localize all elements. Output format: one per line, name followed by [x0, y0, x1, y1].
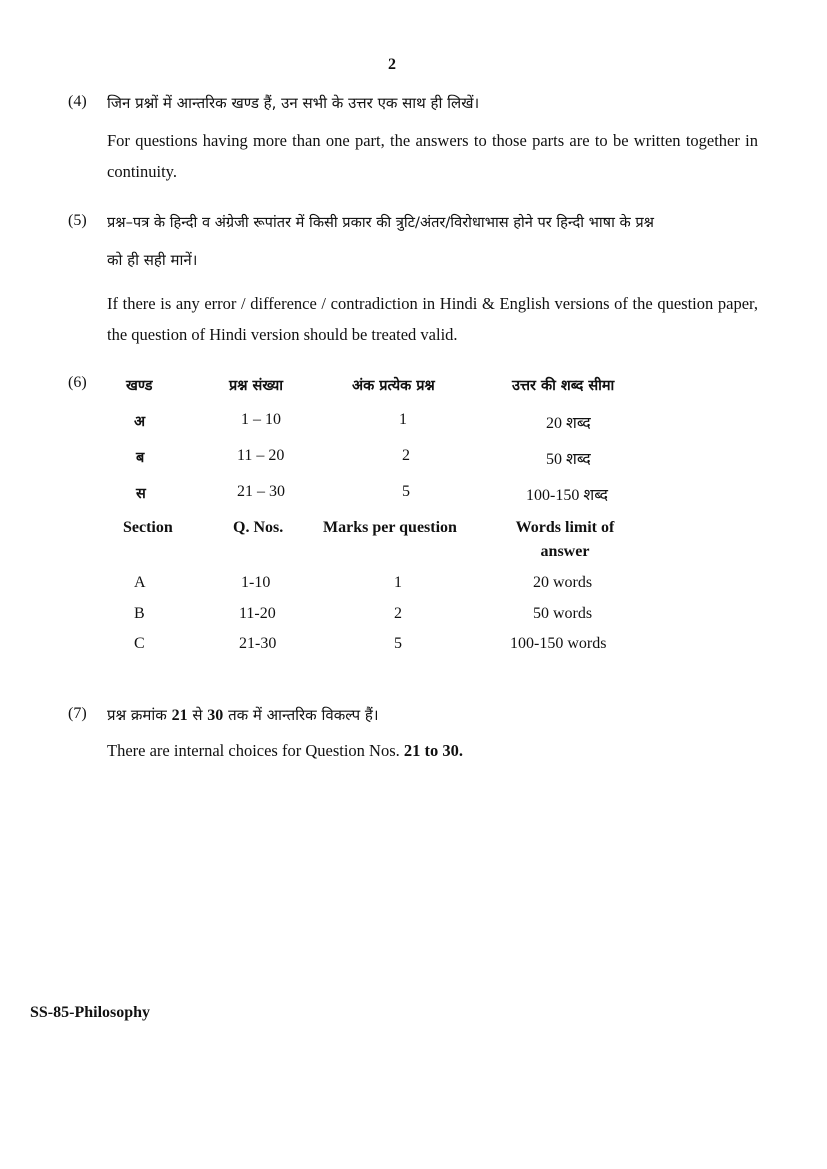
english-row-3-words: 100-150 words: [510, 635, 607, 652]
english-row-2-words: 50 words: [533, 605, 593, 622]
hindi-row-2-words: 50 शब्द: [546, 451, 591, 468]
item-5-hindi-line2: को ही सही मानें।: [107, 251, 198, 269]
hindi-header-marks: अंक प्रत्येक प्रश्न: [352, 378, 435, 394]
item-6-number: (6): [68, 374, 87, 391]
hindi-row-1-words: 20 शब्द: [546, 415, 591, 432]
english-header-section: Section: [123, 519, 173, 536]
item-4-hindi: जिन प्रश्नों में आन्तरिक खण्ड हैं, उन सभी के उत्तर एक साथ ही लिखें।: [107, 94, 480, 112]
hindi-header-section: खण्ड: [126, 378, 153, 394]
english-row-3-section: C: [134, 635, 145, 652]
item-5-number: (5): [68, 212, 87, 229]
english-row-2-qnos: 11-20: [239, 605, 276, 622]
hindi-row-3-section: स: [136, 486, 146, 502]
english-header-marks: Marks per question: [323, 519, 457, 536]
hindi-row-3-marks: 5: [402, 483, 410, 500]
hindi-row-2-section: ब: [136, 450, 145, 466]
hindi-header-words: उत्तर की शब्द सीमा: [512, 378, 615, 394]
page-number: 2: [388, 56, 396, 73]
english-row-3-marks: 5: [394, 635, 402, 652]
english-row-2-section: B: [134, 605, 145, 622]
english-row-3-qnos: 21-30: [239, 635, 277, 652]
hindi-row-3-qnos: 21 – 30: [237, 483, 285, 500]
english-header-words-line2: answer: [540, 543, 590, 560]
hindi-row-1-marks: 1: [399, 411, 407, 428]
english-row-2-marks: 2: [394, 605, 402, 622]
english-row-1-words: 20 words: [533, 574, 593, 591]
item-5-english: If there is any error / difference / contradiction in Hindi & English versions of the question paper, the question of Hindi version should be treated valid.: [107, 294, 758, 344]
hindi-header-qnos: प्रश्न संख्या: [229, 378, 283, 394]
item-4-english: For questions having more than one part, the answers to those parts are to be written together in continuity.: [107, 131, 758, 181]
english-header-words-line1: Words limit of: [515, 519, 615, 536]
item-7-number: (7): [68, 705, 87, 722]
english-header-qnos: Q. Nos.: [233, 519, 284, 536]
item-7-english: There are internal choices for Question Nos. 21 to 30.: [107, 741, 464, 760]
english-row-1-marks: 1: [394, 574, 402, 591]
item-4-number: (4): [68, 93, 87, 110]
hindi-row-1-qnos: 1 – 10: [241, 411, 281, 428]
hindi-row-1-section: अ: [134, 414, 146, 430]
english-row-1-section: A: [134, 574, 146, 591]
hindi-row-2-marks: 2: [402, 447, 410, 464]
item-5-hindi-line1: प्रश्न–पत्र के हिन्दी व अंग्रेजी रूपांतर में किसी प्रकार की त्रुटि/अंतर/विरोधाभास होने पर हिन्दी भाषा के प्रश्न: [107, 214, 654, 231]
english-row-1-qnos: 1-10: [241, 574, 271, 591]
item-7-hindi: प्रश्न क्रमांक 21 से 30 तक में आन्तरिक विकल्प हैं।: [107, 706, 379, 724]
hindi-row-3-words: 100-150 शब्द: [526, 487, 609, 504]
footer-paper-code: SS-85-Philosophy: [30, 1004, 151, 1021]
hindi-row-2-qnos: 11 – 20: [237, 447, 285, 464]
